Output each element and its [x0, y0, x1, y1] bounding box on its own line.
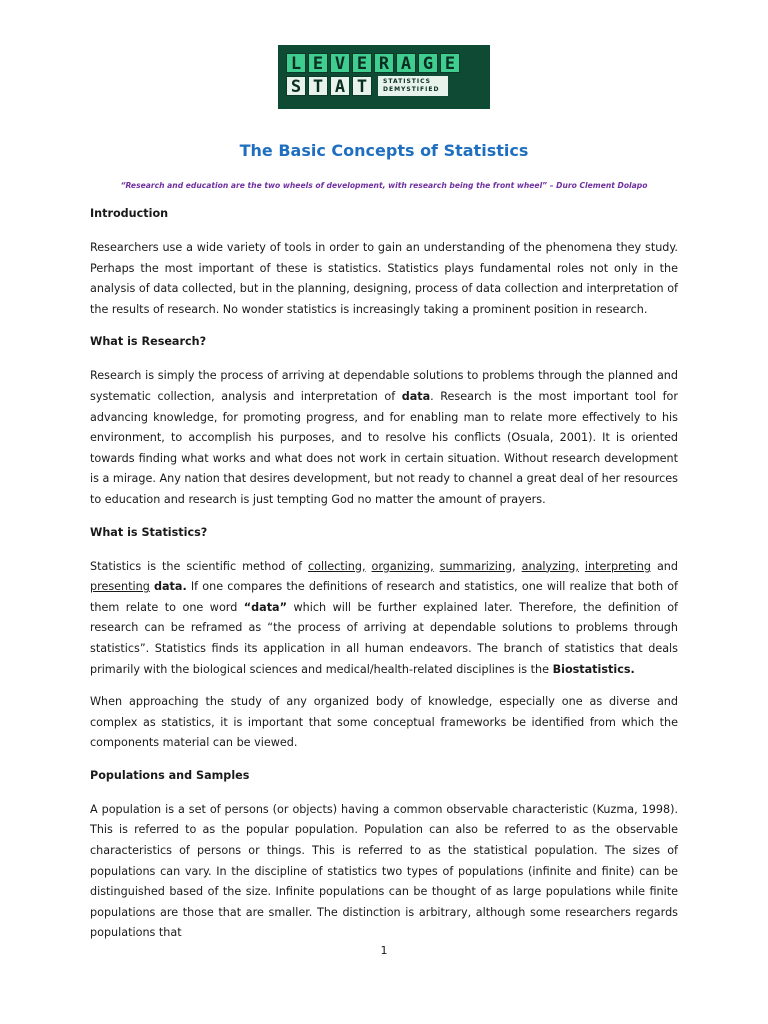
underlined-term: summarizing	[439, 559, 513, 573]
section-heading-statistics: What is Statistics?	[90, 525, 208, 539]
text-run: Statistics is the scientific method of	[90, 559, 309, 573]
logo-tile: E	[352, 53, 372, 73]
logo-tile: G	[418, 53, 438, 73]
logo-tagline-line-1: STATISTICS	[383, 78, 431, 85]
text-run: If one compares the definitions of research and statistics, one will realize that both of them relate to one word	[90, 580, 678, 614]
document-body	[90, 204, 678, 956]
section-heading-research: What is Research?	[90, 335, 207, 349]
text-run: . Research is the most important tool for advancing knowledge, for promoting progress, and for enabling man to relate more effectively to his environment, to accomplish his purposes, and to resolve his conflicts (Osuala, 2001). It is oriented towards finding what works and what does not work in certain situation. Without research development is a mirage. Any nation that desires development, but not ready to channel a great deal of her resources to education and research is just tempting God no matter the amount of prayers.	[90, 389, 678, 506]
logo-tagline	[378, 76, 448, 96]
logo-tile: T	[308, 76, 328, 96]
section-heading-populations: Populations and Samples	[90, 768, 250, 782]
logo-top-row	[286, 53, 490, 73]
logo-tile: R	[374, 53, 394, 73]
logo-tile: E	[308, 53, 328, 73]
logo-tile: L	[286, 53, 306, 73]
text-run: Research is simply the process of arriving at dependable solutions to problems through the planned and systematic collection, analysis and interpretation of	[90, 369, 678, 403]
logo-tile: S	[286, 76, 306, 96]
paragraph-research	[90, 366, 678, 510]
page-number: 1	[380, 944, 388, 957]
underlined-term: interpreting	[584, 559, 651, 573]
paragraph-statistics-definition: Statistics is the scientific method of collecting, organizing, summarizing, analyzing, interpreting and presenting data. If one compares the definitions of research and statistics, one will realize that both of them relate to one word “data” which will be further explained later. Therefore, the definition of research can be reframed as “the process of arriving at dependable solutions to problems through statistics”. Statistics finds its application in all human endeavors. The branch of statistics that deals primarily with the biological sciences and medical/health-related disciplines is the Biostatistics.	[90, 559, 678, 676]
epigraph-quote: “Research and education are the two wheels of development, with research being the front wheel” – Duro Clement Dolapo	[120, 181, 648, 190]
bold-term-quoted-data: “data”	[243, 600, 287, 614]
logo-tile: T	[352, 76, 372, 96]
logo-tagline-line-2: DEMYSTIFIED	[383, 86, 440, 93]
underlined-term: organizing,	[371, 559, 434, 573]
logo-tile: A	[330, 76, 350, 96]
paragraph-introduction: Researchers use a wide variety of tools in order to gain an understanding of the phenomena they study. Perhaps the most important of these is statistics. Statistics plays fundamental roles not only in the analysis of data collected, but in the planning, designing, process of data collection and interpretation of the results of research. No wonder statistics is increasingly taking a prominent position in research.	[90, 241, 678, 316]
bold-term-biostatistics: Biostatistics.	[552, 662, 635, 676]
logo-tile: E	[440, 53, 460, 73]
logo-bottom-row	[286, 76, 490, 96]
underlined-term: presenting	[90, 580, 150, 594]
logo-tile: A	[396, 53, 416, 73]
paragraph-populations: A population is a set of persons (or objects) having a common observable characteristic (Kuzma, 1998). This is referred to as the popular population. Population can also be referred to as the observable characteristics of persons or things. This is referred to as the statistical population. The sizes of populations can vary. In the discipline of statistics two types of populations (infinite and finite) can be distinguished based of the size. Infinite populations can be thought of as large populations while finite populations are those that are smaller. The distinction is arbitrary, although some researchers regards populations that	[90, 802, 678, 940]
underlined-term: analyzing,	[521, 559, 579, 573]
section-heading-introduction: Introduction	[90, 207, 169, 220]
leverage-stat-logo	[278, 45, 490, 109]
text-run: and	[650, 559, 678, 573]
bold-term-data: data	[401, 389, 431, 403]
text-run: which will be further explained later. Therefore, the definition of research can be reframed as “the process of arriving at dependable solutions to problems through statistics”. Statistics finds its application in all human endeavors. The branch of statistics that deals primarily with the biological sciences and medical/health-related disciplines is the	[90, 600, 678, 676]
logo-tile: V	[330, 53, 350, 73]
bold-term-data: data.	[154, 580, 187, 594]
paragraph-conceptual-frameworks: When approaching the study of any organized body of knowledge, especially one as diverse and complex as statistics, it is important that some conceptual frameworks be identified from which the components material can be viewed.	[90, 695, 678, 750]
underlined-term: collecting,	[308, 559, 366, 573]
document-title: The Basic Concepts of Statistics	[239, 141, 529, 160]
